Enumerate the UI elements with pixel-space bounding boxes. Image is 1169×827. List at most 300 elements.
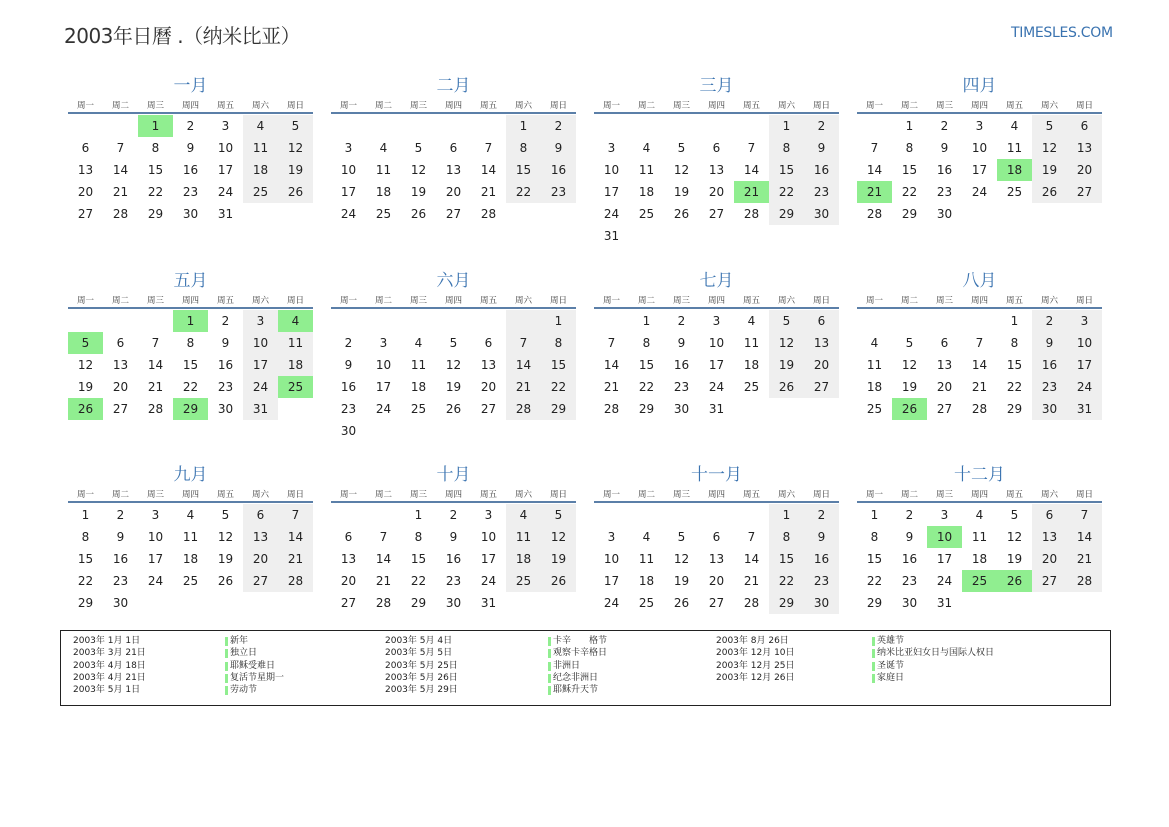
day-cell: 5 [1032, 115, 1067, 137]
weekday-label: 周四 [181, 101, 199, 111]
day-cell: 8 [1010, 336, 1019, 350]
month-name: 四月 [962, 76, 997, 96]
weekday-label: 周三 [409, 296, 427, 306]
day-cell: 20 [804, 354, 839, 376]
weekday-label: 周一 [339, 101, 357, 111]
month-name: 一月 [173, 76, 208, 96]
day-cell: 3 [712, 314, 721, 328]
month-block [68, 74, 313, 225]
weekday-label: 周日 [286, 490, 304, 500]
day-cell: 16 [445, 552, 462, 566]
day-cell: 13 [340, 552, 357, 566]
day-cell: 19 [901, 380, 918, 394]
day-cell: 5 [677, 141, 686, 155]
day-cell: 26 [68, 398, 103, 420]
holiday-marker [225, 662, 228, 671]
day-cell: 6 [243, 504, 278, 526]
page-title: 2003年日曆 .（纳米比亚） [64, 24, 301, 48]
day-cell: 27 [445, 207, 462, 221]
day-cell: 5 [541, 504, 576, 526]
day-cell: 18 [278, 354, 313, 376]
day-cell: 27 [480, 402, 497, 416]
day-cell: 26 [541, 570, 576, 592]
weekday-label: 周一 [865, 490, 883, 500]
empty-day-cell [804, 398, 839, 420]
day-cell: 15 [638, 358, 655, 372]
day-cell: 15 [147, 163, 164, 177]
day-cell: 21 [480, 185, 497, 199]
empty-day-cell [506, 420, 541, 442]
day-cell: 1 [1010, 314, 1019, 328]
day-cell: 28 [1067, 570, 1102, 592]
day-cell: 15 [506, 159, 541, 181]
day-cell: 19 [541, 548, 576, 570]
day-cell: 25 [410, 402, 427, 416]
day-cell: 10 [375, 358, 392, 372]
weekday-label: 周三 [672, 296, 690, 306]
day-cell: 9 [116, 530, 125, 544]
empty-day-cell [506, 592, 541, 614]
weekday-label: 周四 [181, 490, 199, 500]
day-cell: 29 [866, 596, 883, 610]
day-cell: 24 [375, 402, 392, 416]
day-cell: 31 [708, 402, 725, 416]
empty-day-cell [103, 310, 138, 332]
month-block [857, 269, 1102, 420]
day-cell: 30 [936, 207, 953, 221]
day-cell: 10 [243, 332, 278, 354]
day-cell: 24 [936, 574, 953, 588]
empty-day-cell [734, 225, 769, 247]
holiday-date: 2003年 12月 25日 [716, 660, 795, 671]
day-cell: 7 [975, 336, 984, 350]
day-cell: 20 [77, 185, 94, 199]
day-cell: 2 [186, 119, 195, 133]
day-cell: 2 [940, 119, 949, 133]
day-cell: 27 [340, 596, 357, 610]
day-cell: 29 [147, 207, 164, 221]
weekday-label: 周二 [111, 296, 129, 306]
holiday-date: 2003年 5月 4日 [385, 636, 453, 646]
weekday-header [594, 293, 839, 309]
day-cell: 6 [344, 530, 353, 544]
site-brand-link[interactable]: TIMESLES.COM [1011, 25, 1113, 41]
day-cell: 7 [379, 530, 388, 544]
weekday-label: 周六 [251, 101, 269, 111]
empty-day-cell [173, 592, 208, 614]
weekday-header [331, 293, 576, 309]
empty-day-cell [278, 203, 313, 225]
days-grid [594, 115, 839, 247]
empty-day-cell [769, 225, 804, 247]
days-grid [857, 504, 1102, 614]
holiday-date: 2003年 1月 1日 [73, 636, 141, 646]
day-cell: 20 [445, 185, 462, 199]
weekday-label: 周五 [1005, 490, 1023, 500]
day-cell: 23 [1032, 376, 1067, 398]
day-cell: 12 [769, 332, 804, 354]
day-cell: 6 [804, 310, 839, 332]
day-cell: 8 [81, 530, 90, 544]
day-cell: 25 [743, 380, 760, 394]
day-cell: 12 [901, 358, 918, 372]
day-cell: 4 [642, 141, 651, 155]
empty-day-cell [769, 398, 804, 420]
day-cell: 30 [901, 596, 918, 610]
day-cell: 11 [506, 526, 541, 548]
day-cell: 8 [870, 530, 879, 544]
empty-day-cell [138, 592, 173, 614]
weekday-header [331, 487, 576, 503]
day-cell: 16 [541, 159, 576, 181]
day-cell: 13 [77, 163, 94, 177]
month-name: 二月 [436, 76, 471, 96]
weekday-label: 周三 [409, 101, 427, 111]
empty-day-cell [541, 420, 576, 442]
day-cell: 31 [1067, 398, 1102, 420]
day-cell: 27 [77, 207, 94, 221]
weekday-label: 周日 [549, 101, 567, 111]
day-cell: 21 [857, 181, 892, 203]
weekday-label: 周五 [479, 490, 497, 500]
weekday-label: 周五 [1005, 296, 1023, 306]
day-cell: 12 [673, 163, 690, 177]
day-cell: 6 [1067, 115, 1102, 137]
day-cell: 7 [607, 336, 616, 350]
weekday-label: 周六 [777, 490, 795, 500]
day-cell: 26 [673, 596, 690, 610]
day-cell: 14 [743, 552, 760, 566]
day-cell: 9 [905, 530, 914, 544]
day-cell: 25 [638, 207, 655, 221]
empty-day-cell [68, 115, 103, 137]
day-cell: 30 [340, 424, 357, 438]
holiday-name-text: 观察卡辛格日 [553, 648, 608, 659]
day-cell: 10 [217, 141, 234, 155]
holiday-name-text: 圣诞节 [877, 660, 905, 671]
day-cell: 29 [410, 596, 427, 610]
day-cell: 22 [901, 185, 918, 199]
empty-day-cell [594, 115, 629, 137]
weekday-label: 周四 [444, 101, 462, 111]
day-cell: 29 [638, 402, 655, 416]
day-cell: 16 [182, 163, 199, 177]
day-cell: 24 [147, 574, 164, 588]
day-cell: 30 [804, 592, 839, 614]
day-cell: 4 [975, 508, 984, 522]
day-cell: 30 [217, 402, 234, 416]
month-name: 八月 [962, 271, 997, 291]
day-cell: 28 [866, 207, 883, 221]
day-cell: 14 [278, 526, 313, 548]
month-block [594, 74, 839, 247]
day-cell: 16 [1032, 354, 1067, 376]
empty-day-cell [243, 592, 278, 614]
day-cell: 23 [217, 380, 234, 394]
weekday-header [68, 98, 313, 114]
empty-day-cell [629, 115, 664, 137]
weekday-label: 周五 [1005, 101, 1023, 111]
holiday-marker [872, 662, 875, 671]
day-cell: 14 [480, 163, 497, 177]
empty-day-cell [278, 398, 313, 420]
day-cell: 1 [541, 310, 576, 332]
holiday-name-text: 英雄节 [877, 636, 905, 646]
holiday-name [872, 660, 904, 672]
day-cell: 27 [1067, 181, 1102, 203]
holiday-name [548, 672, 598, 684]
holiday-name [225, 647, 257, 659]
weekday-label: 周五 [216, 101, 234, 111]
day-cell: 22 [769, 181, 804, 203]
weekday-label: 周六 [1040, 296, 1058, 306]
day-cell: 12 [278, 137, 313, 159]
day-cell: 20 [1067, 159, 1102, 181]
day-cell: 20 [936, 380, 953, 394]
day-cell: 3 [975, 119, 984, 133]
day-cell: 1 [173, 310, 208, 332]
day-cell: 31 [603, 229, 620, 243]
empty-day-cell [699, 115, 734, 137]
day-cell: 8 [769, 137, 804, 159]
day-cell: 19 [769, 354, 804, 376]
day-cell: 2 [804, 504, 839, 526]
day-cell: 26 [769, 376, 804, 398]
day-cell: 14 [603, 358, 620, 372]
day-cell: 28 [480, 207, 497, 221]
holiday-marker [872, 674, 875, 683]
empty-day-cell [892, 310, 927, 332]
day-cell: 9 [541, 137, 576, 159]
day-cell: 26 [410, 207, 427, 221]
empty-day-cell [594, 504, 629, 526]
day-cell: 16 [340, 380, 357, 394]
day-cell: 2 [1032, 310, 1067, 332]
day-cell: 7 [278, 504, 313, 526]
month-name: 六月 [436, 271, 471, 291]
weekday-label: 周四 [707, 490, 725, 500]
weekday-label: 周六 [251, 296, 269, 306]
month-block [331, 463, 576, 614]
day-cell: 1 [905, 119, 914, 133]
days-grid [331, 115, 576, 225]
holiday-legend [60, 630, 1111, 706]
day-cell: 28 [278, 570, 313, 592]
day-cell: 10 [480, 530, 497, 544]
day-cell: 21 [1067, 548, 1102, 570]
day-cell: 9 [804, 526, 839, 548]
weekday-label: 周六 [514, 296, 532, 306]
day-cell: 26 [445, 402, 462, 416]
day-cell: 17 [375, 380, 392, 394]
day-cell: 12 [445, 358, 462, 372]
day-cell: 9 [677, 336, 686, 350]
empty-day-cell [962, 310, 997, 332]
empty-day-cell [331, 115, 366, 137]
day-cell: 27 [936, 402, 953, 416]
day-cell: 4 [379, 141, 388, 155]
day-cell: 23 [340, 402, 357, 416]
weekday-label: 周六 [1040, 490, 1058, 500]
weekday-label: 周四 [707, 296, 725, 306]
day-cell: 10 [603, 552, 620, 566]
day-cell: 12 [217, 530, 234, 544]
day-cell: 7 [747, 530, 756, 544]
day-cell: 23 [673, 380, 690, 394]
empty-day-cell [401, 115, 436, 137]
day-cell: 26 [1032, 181, 1067, 203]
weekday-header [594, 487, 839, 503]
day-cell: 18 [410, 380, 427, 394]
weekday-label: 周三 [409, 490, 427, 500]
days-grid [68, 504, 313, 614]
month-name: 十一月 [691, 465, 742, 485]
day-cell: 16 [804, 548, 839, 570]
day-cell: 5 [449, 336, 458, 350]
holiday-name [872, 672, 904, 684]
day-cell: 18 [638, 574, 655, 588]
holiday-name [548, 647, 607, 659]
day-cell: 15 [866, 552, 883, 566]
day-cell: 6 [449, 141, 458, 155]
day-cell: 18 [243, 159, 278, 181]
day-cell: 1 [769, 115, 804, 137]
day-cell: 22 [866, 574, 883, 588]
day-cell: 20 [708, 185, 725, 199]
empty-day-cell [243, 203, 278, 225]
day-cell: 30 [673, 402, 690, 416]
weekday-label: 周日 [549, 296, 567, 306]
empty-day-cell [331, 504, 366, 526]
day-cell: 5 [278, 115, 313, 137]
month-block [331, 74, 576, 225]
day-cell: 8 [769, 526, 804, 548]
holiday-date: 2003年 5月 26日 [385, 672, 458, 683]
day-cell: 24 [603, 207, 620, 221]
day-cell: 17 [603, 185, 620, 199]
day-cell: 24 [1067, 376, 1102, 398]
day-cell: 14 [1067, 526, 1102, 548]
weekday-label: 周二 [900, 490, 918, 500]
empty-day-cell [1032, 592, 1067, 614]
holiday-marker [225, 686, 228, 695]
day-cell: 21 [278, 548, 313, 570]
day-cell: 28 [375, 596, 392, 610]
day-cell: 7 [506, 332, 541, 354]
holiday-date: 2003年 5月 1日 [73, 685, 141, 696]
day-cell: 16 [112, 552, 129, 566]
day-cell: 5 [769, 310, 804, 332]
weekday-label: 周一 [865, 101, 883, 111]
day-cell: 13 [480, 358, 497, 372]
day-cell: 4 [870, 336, 879, 350]
empty-day-cell [962, 592, 997, 614]
day-cell: 17 [971, 163, 988, 177]
weekday-label: 周二 [637, 101, 655, 111]
day-cell: 21 [971, 380, 988, 394]
day-cell: 8 [541, 332, 576, 354]
day-cell: 31 [480, 596, 497, 610]
day-cell: 3 [151, 508, 160, 522]
day-cell: 25 [375, 207, 392, 221]
day-cell: 22 [410, 574, 427, 588]
day-cell: 23 [804, 181, 839, 203]
day-cell: 19 [278, 159, 313, 181]
weekday-label: 周二 [637, 490, 655, 500]
holiday-name [872, 635, 904, 647]
holiday-marker [225, 649, 228, 658]
day-cell: 25 [866, 402, 883, 416]
weekday-label: 周一 [602, 296, 620, 306]
day-cell: 21 [375, 574, 392, 588]
day-cell: 27 [708, 596, 725, 610]
day-cell: 16 [217, 358, 234, 372]
day-cell: 12 [77, 358, 94, 372]
day-cell: 6 [1032, 504, 1067, 526]
weekday-header [857, 487, 1102, 503]
day-cell: 11 [1006, 141, 1023, 155]
weekday-label: 周二 [900, 296, 918, 306]
day-cell: 21 [734, 181, 769, 203]
weekday-label: 周四 [970, 101, 988, 111]
day-cell: 13 [708, 163, 725, 177]
day-cell: 22 [1006, 380, 1023, 394]
empty-day-cell [103, 115, 138, 137]
holiday-name-text: 卡辛 格节 [553, 636, 608, 646]
day-cell: 28 [743, 596, 760, 610]
holiday-name [225, 660, 275, 672]
day-cell: 30 [445, 596, 462, 610]
day-cell: 27 [804, 376, 839, 398]
day-cell: 28 [603, 402, 620, 416]
empty-day-cell [857, 310, 892, 332]
weekday-label: 周五 [742, 490, 760, 500]
day-cell: 24 [340, 207, 357, 221]
day-cell: 4 [186, 508, 195, 522]
day-cell: 31 [936, 596, 953, 610]
day-cell: 6 [116, 336, 125, 350]
day-cell: 14 [506, 354, 541, 376]
day-cell: 12 [1032, 137, 1067, 159]
day-cell: 5 [414, 141, 423, 155]
day-cell: 21 [743, 574, 760, 588]
weekday-label: 周六 [777, 296, 795, 306]
day-cell: 3 [607, 141, 616, 155]
weekday-label: 周日 [1075, 296, 1093, 306]
day-cell: 23 [541, 181, 576, 203]
day-cell: 8 [151, 141, 160, 155]
weekday-label: 周五 [742, 296, 760, 306]
holiday-date: 2003年 5月 5日 [385, 648, 453, 659]
day-cell: 31 [217, 207, 234, 221]
day-cell: 16 [804, 159, 839, 181]
days-grid [68, 115, 313, 225]
day-cell: 14 [866, 163, 883, 177]
empty-day-cell [401, 420, 436, 442]
day-cell: 12 [673, 552, 690, 566]
weekday-header [68, 487, 313, 503]
holiday-name-text: 复活节星期一 [230, 672, 285, 683]
day-cell: 12 [541, 526, 576, 548]
days-grid [857, 310, 1102, 420]
holiday-name [548, 660, 580, 672]
day-cell: 1 [642, 314, 651, 328]
day-cell: 17 [708, 358, 725, 372]
weekday-label: 周五 [216, 490, 234, 500]
weekday-label: 周三 [672, 490, 690, 500]
holiday-name-text: 独立日 [230, 648, 258, 659]
holiday-name-text: 劳动节 [230, 685, 258, 696]
